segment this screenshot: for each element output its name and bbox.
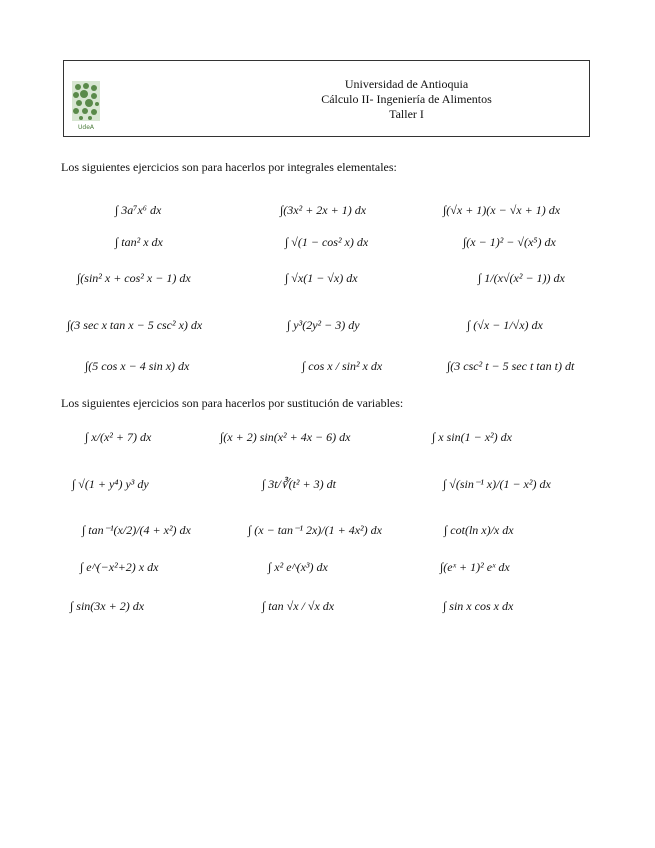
exercise-2-14: ∫ tan √x / √x dx <box>262 599 335 613</box>
exercise-2-10: ∫ e^(−x²+2) x dx <box>80 560 159 574</box>
exercise-1-8: ∫ √x(1 − √x) dx <box>285 271 358 285</box>
exercise-2-7: ∫ tan⁻¹(x/2)/(4 + x²) dx <box>82 523 191 537</box>
exercise-2-11: ∫ x² e^(x³) dx <box>268 560 328 574</box>
exercise-1-7: ∫(sin² x + cos² x − 1) dx <box>77 271 191 285</box>
exercise-1-5: ∫ √(1 − cos² x) dx <box>285 235 369 249</box>
exercise-1-1: ∫ 3a⁷x⁶ dx <box>115 203 162 217</box>
exercise-1-2: ∫(3x² + 2x + 1) dx <box>280 203 367 217</box>
exercise-1-4: ∫ tan² x dx <box>115 235 163 249</box>
exercise-2-6: ∫ √(sin⁻¹ x)/(1 − x²) dx <box>443 477 551 491</box>
exercise-1-11: ∫ y³(2y² − 3) dy <box>287 318 360 332</box>
exercise-1-14: ∫ cos x / sin² x dx <box>302 359 383 373</box>
section2-intro: Los siguientes ejercicios son para hacerlos por sustitución de variables: <box>61 396 404 410</box>
header-box <box>63 60 590 137</box>
exercise-1-12: ∫ (√x − 1/√x) dx <box>467 318 543 332</box>
exercise-2-4: ∫ √(1 + y⁴) y³ dy <box>72 477 149 491</box>
course-name: Cálculo II- Ingeniería de Alimentos <box>321 92 492 106</box>
section1-intro: Los siguientes ejercicios son para hacerlos por integrales elementales: <box>61 160 397 174</box>
university-name: Universidad de Antioquia <box>344 77 469 91</box>
exercise-2-9: ∫ cot(ln x)/x dx <box>444 523 514 537</box>
exercise-1-6: ∫(x − 1)² − √(x⁵) dx <box>463 235 556 249</box>
university-logo-icon <box>70 79 102 133</box>
exercise-2-3: ∫ x sin(1 − x²) dx <box>432 430 512 444</box>
exercise-1-13: ∫(5 cos x − 4 sin x) dx <box>85 359 190 373</box>
exercise-2-12: ∫(eˣ + 1)² eˣ dx <box>440 560 510 574</box>
exercise-2-2: ∫(x + 2) sin(x² + 4x − 6) dx <box>220 430 351 444</box>
exercise-1-9: ∫ 1/(x√(x² − 1)) dx <box>478 271 565 285</box>
exercise-2-15: ∫ sin x cos x dx <box>443 599 514 613</box>
exercise-1-3: ∫(√x + 1)(x − √x + 1) dx <box>443 203 561 217</box>
exercise-1-15: ∫(3 csc² t − 5 sec t tan t) dt <box>447 359 575 373</box>
header-text <box>224 77 589 122</box>
exercise-2-8: ∫ (x − tan⁻¹ 2x)/(1 + 4x²) dx <box>248 523 382 537</box>
exercise-1-10: ∫(3 sec x tan x − 5 csc² x) dx <box>67 318 203 332</box>
exercise-2-1: ∫ x/(x² + 7) dx <box>85 430 152 444</box>
assignment-title: Taller I <box>389 107 424 121</box>
logo-text: UdeA <box>78 124 94 131</box>
exercise-2-5: ∫ 3t/∛(t² + 3) dt <box>262 477 336 491</box>
exercise-2-13: ∫ sin(3x + 2) dx <box>70 599 145 613</box>
